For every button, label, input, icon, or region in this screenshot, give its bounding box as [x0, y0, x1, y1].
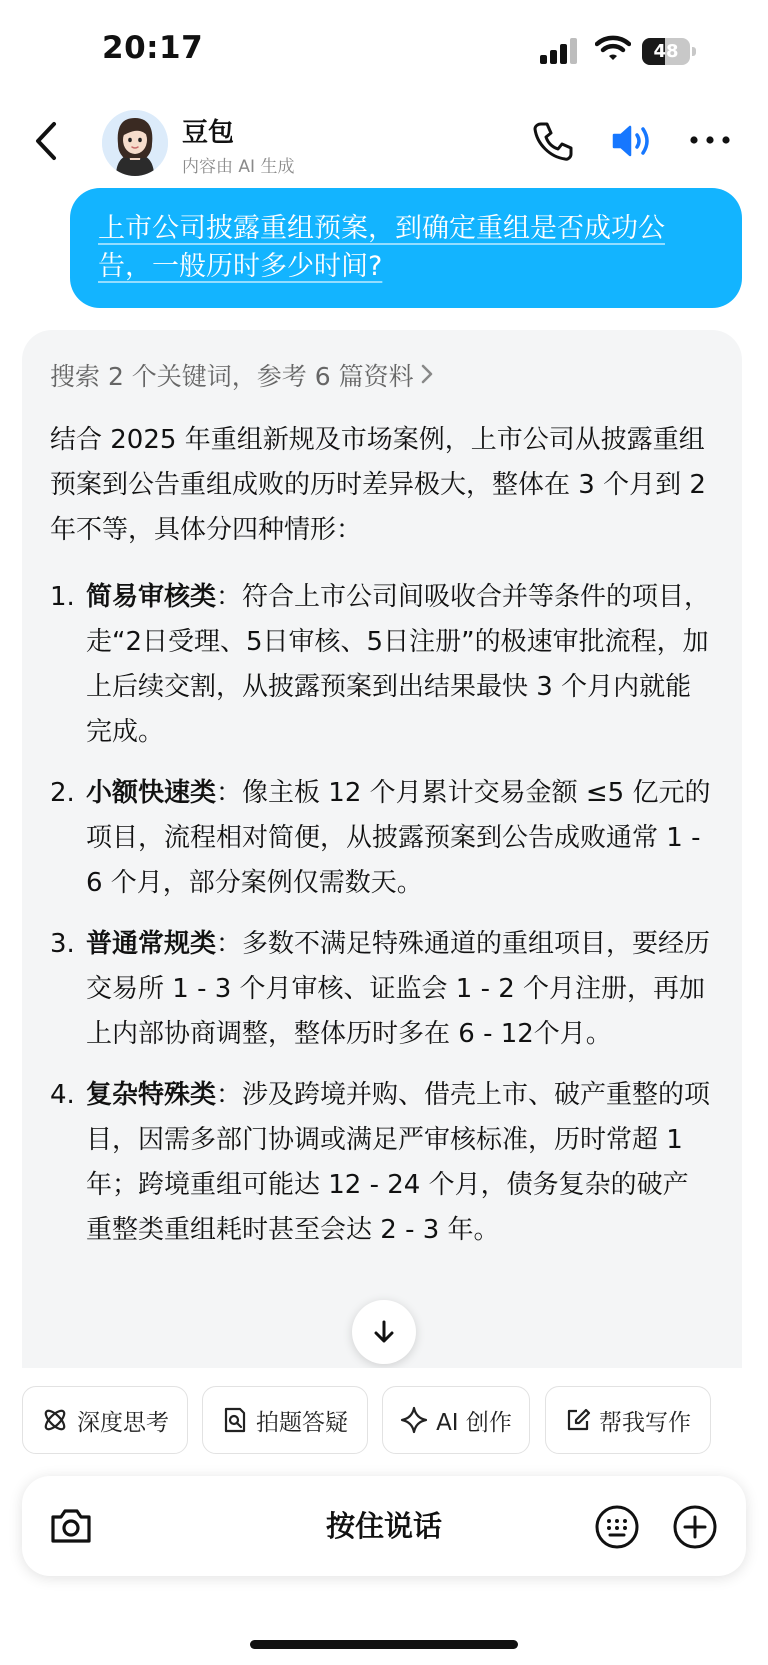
home-indicator	[250, 1640, 518, 1649]
battery-icon	[642, 38, 696, 65]
list-item-term: 简易审核类	[86, 582, 217, 612]
quick-actions	[22, 1386, 768, 1454]
photo-question-icon	[222, 1406, 248, 1434]
search-sources-link[interactable]	[50, 354, 714, 400]
battery-percent: 48	[653, 41, 679, 62]
list-item-text: ：符合上市公司间吸收合并等条件的项目，走“2日受理、5日审核、5日注册”的极速审批流程，加上后续交割，从披露预案到出结果最快 3 个月内就能完成。	[86, 582, 711, 747]
search-sources-text: 搜索 2 个关键词，参考 6 篇资料	[50, 362, 414, 391]
help-write-button[interactable]	[545, 1386, 711, 1454]
list-item-number: 1.	[50, 582, 75, 612]
help-write-label: 帮我写作	[599, 1409, 691, 1436]
ai-generated-notice: 内容由 AI 生成	[182, 157, 295, 177]
list-item	[50, 575, 714, 755]
photo-question-label: 拍题答疑	[256, 1409, 348, 1436]
wifi-icon	[595, 34, 631, 62]
camera-icon[interactable]	[48, 1504, 94, 1548]
list-item	[50, 771, 714, 906]
list-item-term: 复杂特殊类	[86, 1080, 217, 1110]
list-item-text: ：涉及跨境并购、借壳上市、破产重整的项目，因需多部门协调或满足严审核标准，历时常超 1 年；跨境重组可能达 12 - 24 个月，债务复杂的破产重整类重组耗时甚至会达 2 - 3 年。	[86, 1080, 711, 1245]
list-item-term: 普通常规类	[86, 929, 217, 959]
back-icon[interactable]	[28, 118, 64, 164]
list-item	[50, 1073, 714, 1253]
scroll-to-bottom-button[interactable]	[352, 1300, 416, 1364]
user-message-bubble[interactable]	[70, 188, 742, 308]
user-message-text: 上市公司披露重组预案，到确定重组是否成功公告，一般历时多少时间?	[98, 213, 665, 282]
status-time: 20:17	[102, 30, 204, 66]
cellular-signal-icon	[540, 38, 580, 64]
list-item-text: ：多数不满足特殊通道的重组项目，要经历交易所 1 - 3 个月审核、证监会 1 - 2 个月注册，再加上内部协商调整，整体历时多在 6 - 12个月。	[86, 929, 711, 1049]
photo-question-button[interactable]	[202, 1386, 368, 1454]
ai-create-button[interactable]	[382, 1386, 530, 1454]
speaker-icon[interactable]	[610, 120, 654, 162]
ai-create-label: AI 创作	[436, 1409, 512, 1436]
list-item-number: 4.	[50, 1080, 75, 1110]
answer-intro: 结合 2025 年重组新规及市场案例，上市公司从披露重组预案到公告重组成败的历时差异极大，整体在 3 个月到 2 年不等，具体分四种情形：	[50, 425, 706, 545]
chat-header	[0, 100, 768, 184]
phone-icon[interactable]	[532, 120, 574, 162]
avatar[interactable]	[102, 110, 168, 176]
input-bar	[22, 1476, 746, 1576]
deep-think-button[interactable]	[22, 1386, 188, 1454]
avatar-portrait-icon	[102, 110, 168, 176]
answer-list	[50, 575, 714, 1253]
list-item-number: 2.	[50, 778, 75, 808]
keyboard-icon[interactable]	[594, 1504, 640, 1550]
bot-name: 豆包	[182, 118, 235, 148]
chevron-right-icon	[420, 354, 434, 400]
list-item-number: 3.	[50, 929, 75, 959]
arrow-down-icon	[370, 1318, 398, 1346]
plus-icon[interactable]	[672, 1504, 718, 1550]
list-item-text: ：像主板 12 个月累计交易金额 ≤5 亿元的项目，流程相对简便，从披露预案到公告成败通常 1 - 6 个月，部分案例仅需数天。	[86, 778, 711, 898]
answer-card	[22, 330, 742, 1370]
atom-icon	[41, 1406, 69, 1434]
edit-icon	[565, 1407, 591, 1433]
hold-to-talk-button[interactable]: 按住说话	[325, 1509, 442, 1543]
sparkle-icon	[400, 1406, 428, 1434]
list-item-term: 小额快速类	[86, 778, 217, 808]
deep-think-label: 深度思考	[77, 1409, 169, 1436]
composer-area	[0, 1368, 768, 1665]
status-bar	[0, 0, 768, 100]
more-icon[interactable]	[688, 128, 732, 152]
list-item	[50, 922, 714, 1057]
